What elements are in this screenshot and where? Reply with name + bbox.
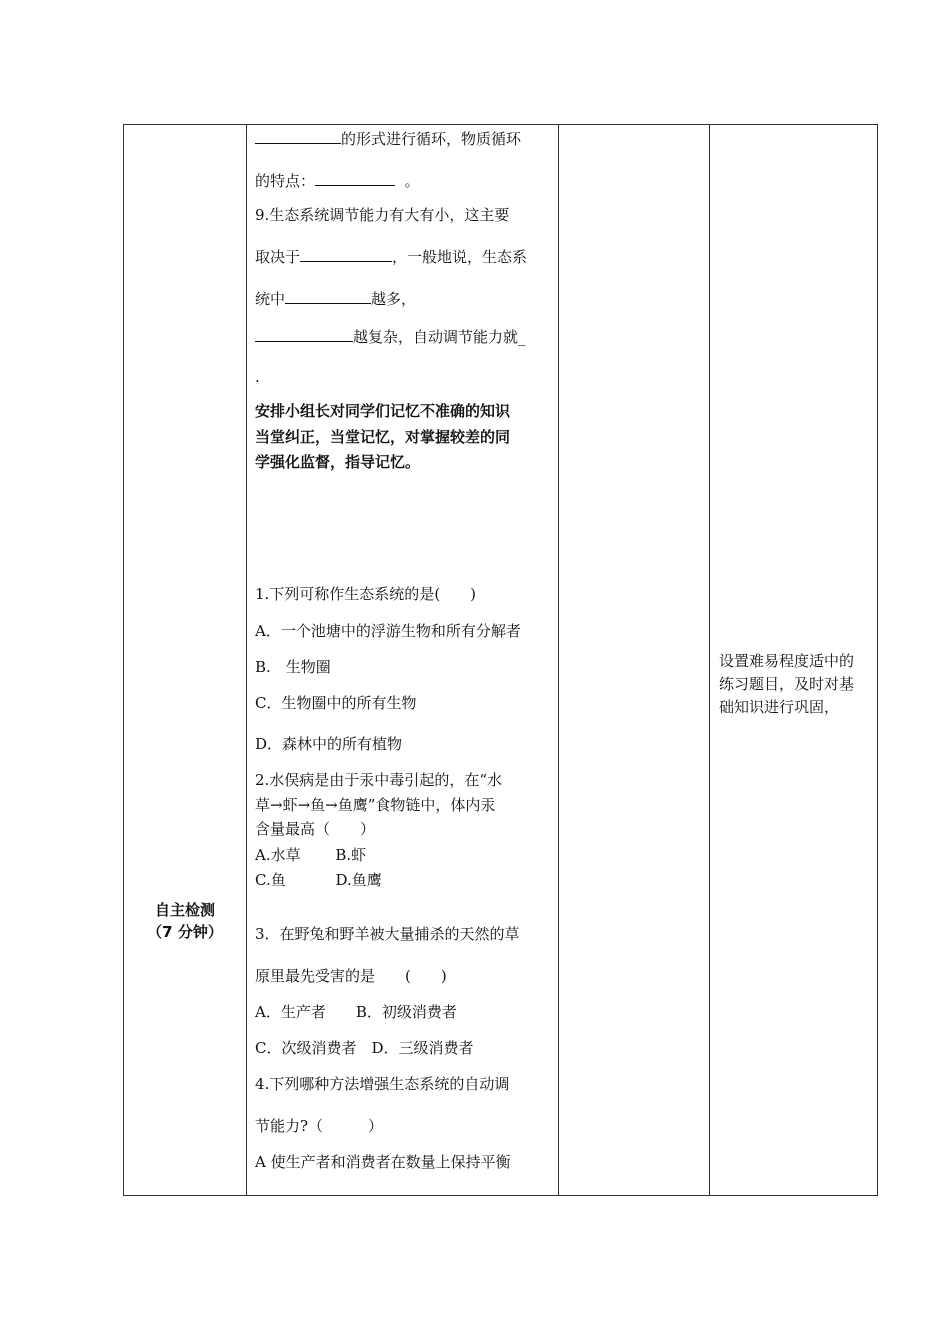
design-note-line-2: 练习题目，及时对基 [719, 675, 855, 693]
question-4-line-2: 节能力?（ ） [255, 1117, 384, 1135]
stage-label [124, 899, 246, 943]
fill-blank [285, 289, 371, 304]
question-2-line-1: 2.水俣病是由于汞中毒引起的，在“水 [255, 771, 502, 789]
content-line-1: 的形式进行循环，物质循环 [255, 129, 521, 149]
question-3-line-2: 原里最先受害的是 ( ) [255, 967, 447, 985]
question-2-line-2: 草→虾→鱼→鱼鹰”食物链中，体内汞 [255, 796, 496, 814]
fill-blank [300, 247, 392, 262]
lesson-table [123, 124, 878, 1196]
bold-instruction-1: 安排小组长对同学们记忆不准确的知识 [255, 402, 511, 420]
bold-instruction-3: 学强化监督，指导记忆。 [255, 453, 421, 471]
content-column [246, 125, 558, 1195]
question-4-line-1: 4.下列哪种方法增强生态系统的自动调 [255, 1075, 510, 1093]
stage-label-title: 自主检测 [154, 901, 215, 919]
column-divider [558, 125, 559, 1195]
fill-blank [255, 129, 341, 144]
column-divider [709, 125, 710, 1195]
question-3-options-cd: C．次级消费者 D．三级消费者 [255, 1039, 474, 1057]
question-1-option-a: A．一个池塘中的浮游生物和所有分解者 [255, 622, 521, 640]
content-line-5: 统中 越多， [255, 290, 417, 308]
question-2-options-ab: A.水草 B.虾 [255, 846, 367, 864]
question-3-line-1: 3．在野兔和野羊被大量捕杀的天然的草 [255, 925, 520, 943]
question-2-options-cd: C.鱼 D.鱼鹰 [255, 871, 382, 889]
stage-label-duration: （7 分钟） [147, 923, 223, 941]
design-intent-note [719, 650, 854, 719]
content-line-2: 的特点： 。 [255, 172, 420, 190]
question-1: 1.下列可称作生态系统的是( ) [255, 585, 477, 603]
fill-blank [255, 327, 353, 342]
content-line-7: . [255, 368, 260, 386]
design-note-line-3: 础知识进行巩固， [719, 698, 840, 716]
content-line-4: 取决于 ，一般地说，生态系 [255, 248, 528, 266]
question-4-option-a: A 使生产者和消费者在数量上保持平衡 [255, 1153, 511, 1171]
question-1-option-b: B. 生物圈 [255, 658, 331, 676]
question-3-options-ab: A．生产者 B．初级消费者 [255, 1003, 457, 1021]
content-line-6: 越复杂，自动调节能力就_ [255, 327, 526, 347]
design-note-line-1: 设置难易程度适中的 [719, 652, 855, 670]
question-1-option-d: D．森林中的所有植物 [255, 735, 403, 753]
content-line-3: 9.生态系统调节能力有大有小，这主要 [255, 206, 510, 224]
bold-instruction-2: 当堂纠正，当堂记忆，对掌握较差的同 [255, 428, 511, 446]
question-1-option-c: C．生物圈中的所有生物 [255, 694, 417, 712]
fill-blank [315, 171, 395, 186]
question-2-line-3: 含量最高（ ） [255, 820, 376, 838]
